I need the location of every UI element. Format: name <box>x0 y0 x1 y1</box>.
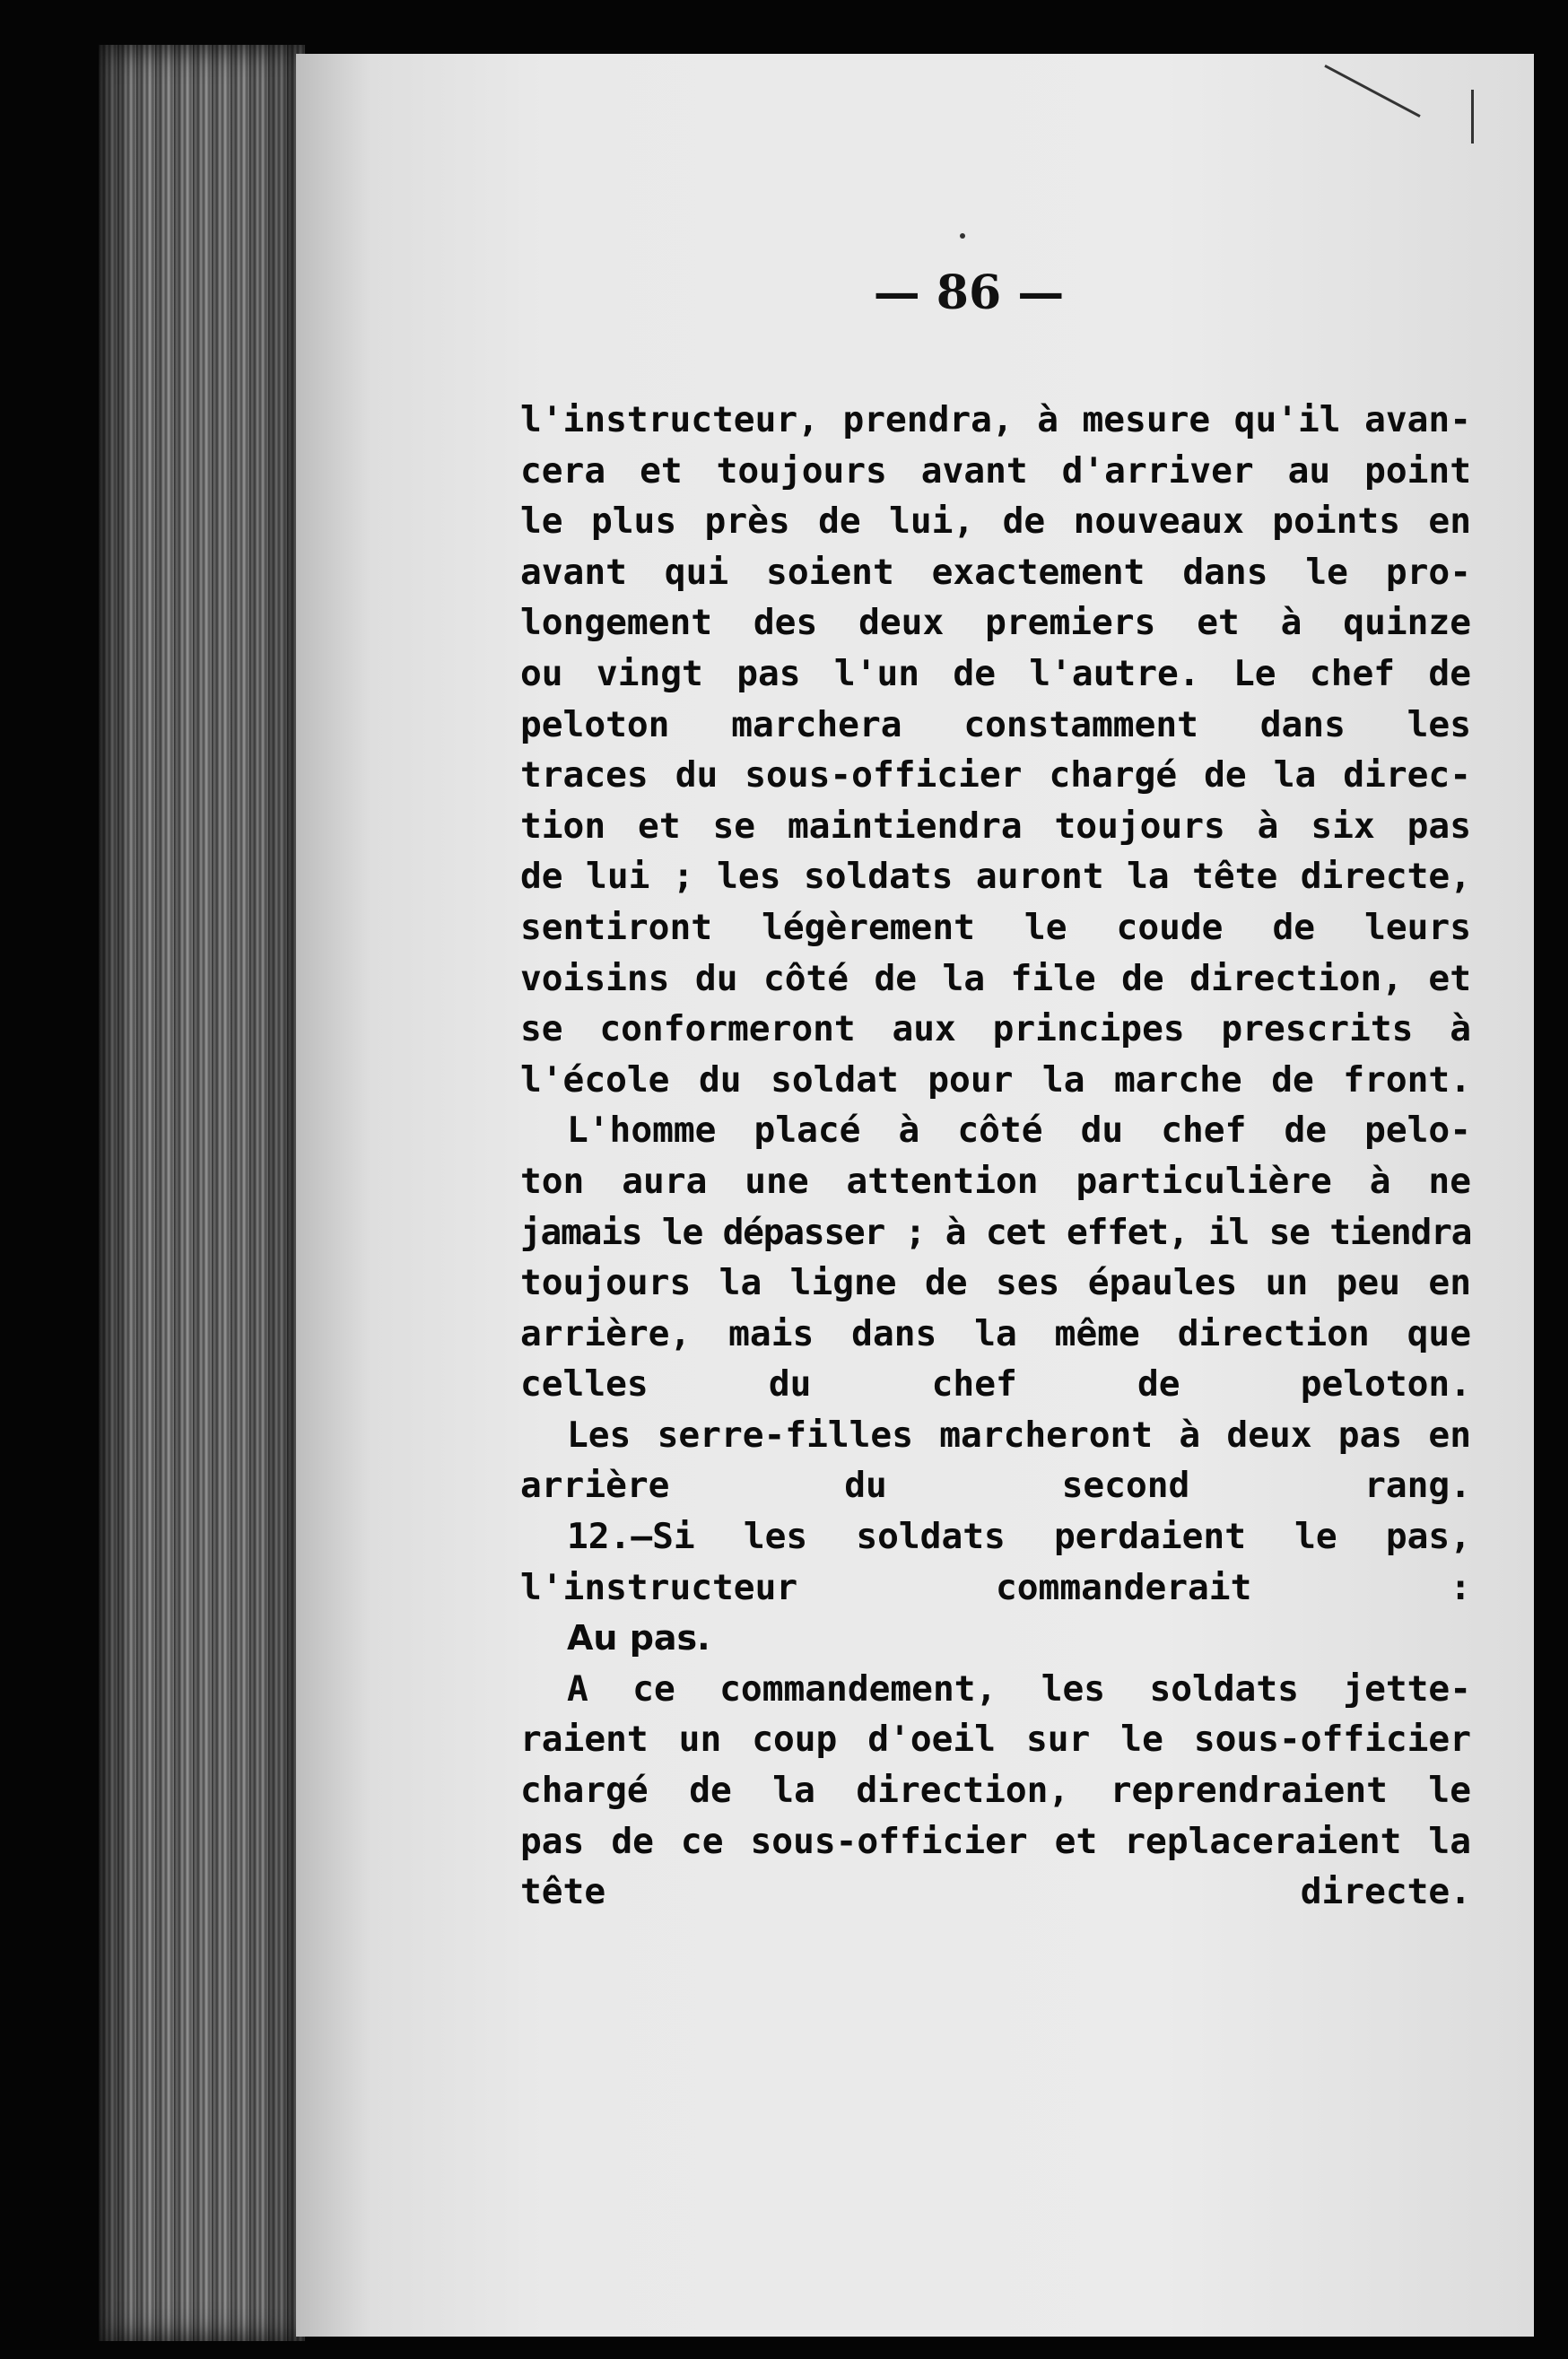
text-line: cera et toujours avant d'arriver au point <box>520 449 1471 492</box>
text-line: L'homme placé à côté du chef de pelo- <box>567 1110 1471 1152</box>
text-line: A ce commandement, les soldats jette- <box>567 1667 1471 1710</box>
text-line: se conformeront aux principes prescrits à <box>520 1008 1471 1050</box>
paragraph-2 <box>520 1105 1471 1410</box>
text-line: traces du sous-officier chargé de la direc- <box>520 754 1471 796</box>
scan-artifact <box>1324 65 1420 118</box>
text-line: ton aura une attention particulière à ne <box>520 1160 1471 1202</box>
body-text <box>520 395 1471 1918</box>
scan-artifact <box>960 233 965 239</box>
paragraph-1 <box>520 395 1471 1105</box>
scan-artifact <box>1471 90 1474 144</box>
text-line: Les serre-filles marcheront à deux pas en <box>567 1414 1471 1456</box>
text-line: 12.—Si les soldats perdaient le pas, <box>567 1516 1471 1558</box>
text-line: l'instructeur commanderait : <box>520 1566 1471 1608</box>
text-line: ou vingt pas l'un de l'autre. Le chef de <box>520 652 1471 694</box>
text-line: arrière du second rang. <box>520 1465 1471 1507</box>
text-line: le plus près de lui, de nouveaux points en <box>520 501 1471 543</box>
paragraph-5 <box>520 1664 1471 1918</box>
book-page <box>296 54 1534 2337</box>
paragraph-3 <box>520 1410 1471 1511</box>
command-text: Au pas. <box>567 1618 710 1658</box>
page-number: — 86 — <box>873 265 1065 320</box>
text-line: raient un coup d'oeil sur le sous-officier <box>520 1719 1471 1761</box>
text-line: pas de ce sous-officier et replaceraient la <box>520 1820 1471 1862</box>
paragraph-4 <box>520 1511 1471 1613</box>
text-line: celles du chef de peloton. <box>520 1363 1471 1406</box>
text-line: sentiront légèrement le coude de leurs <box>520 906 1471 948</box>
text-line: jamais le dépasser ; à cet effet, il se tiendra <box>520 1211 1472 1253</box>
text-line: toujours la ligne de ses épaules un peu en <box>520 1262 1471 1304</box>
text-line: longement des deux premiers et à quinze <box>520 602 1471 644</box>
text-line: peloton marchera constamment dans les <box>520 703 1471 745</box>
text-line: avant qui soient exactement dans le pro- <box>520 551 1471 593</box>
text-line: de lui ; les soldats auront la tête directe, <box>520 856 1471 898</box>
text-line: arrière, mais dans la même direction que <box>520 1312 1471 1354</box>
text-line: l'école du soldat pour la marche de front. <box>520 1058 1471 1101</box>
book-page-edges <box>99 45 305 2341</box>
text-line: tête directe. <box>520 1871 1471 1913</box>
text-line: tion et se maintiendra toujours à six pas <box>520 805 1471 847</box>
text-line: voisins du côté de la file de direction, et <box>520 957 1471 999</box>
text-line: chargé de la direction, reprendraient le <box>520 1770 1471 1812</box>
text-line: l'instructeur, prendra, à mesure qu'il avan- <box>520 399 1471 440</box>
